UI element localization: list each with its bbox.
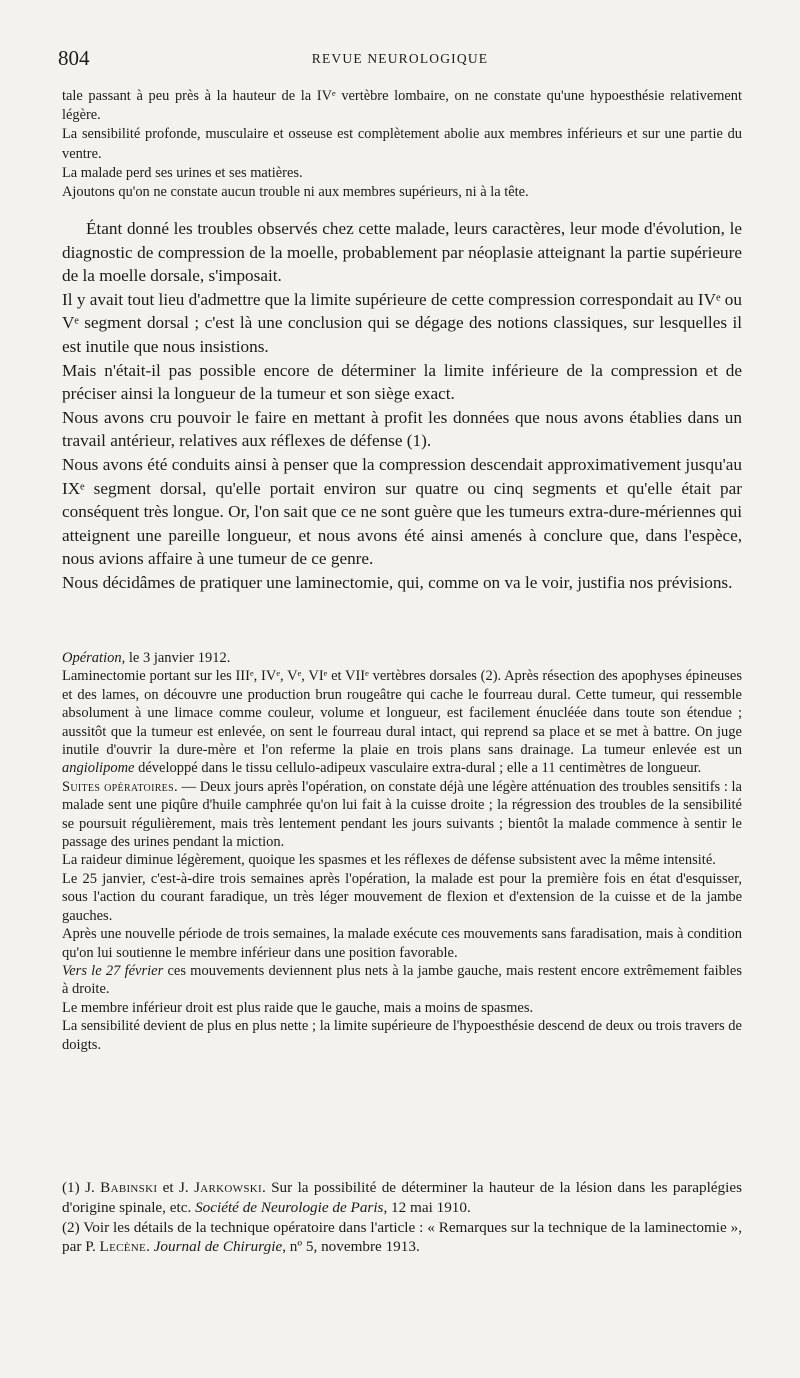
body-paragraph: Nous avons cru pouvoir le faire en mettant à profit les données que nous avons établies dans un travail antérieur, relatives aux réflexes de défense (1). <box>62 407 742 451</box>
journal-name: Journal de Chirurgie <box>153 1238 283 1256</box>
footnote-text: . Sur la possibilité de déterminer la hauteur de la lésion dans les paraplégies d'origine spinale, etc. <box>62 1179 742 1216</box>
operation-text: Laminectomie portant sur les IIIᵉ, IVᵉ, Vᵉ, VIᵉ et VIIᵉ vertèbres dorsales (2). Après résection des apophyses épineuses et des lames, on découvre une production brun rougeâtre qui cache le fourreau dural. Cette tumeur, qui ressemble absolument à une limace comme couleur, volume et longueur, est facilement énucléée dans toute son étendue ; aussitôt que la tumeur est enlevée, on sent le fourreau dural intact, qui reprend sa place et se met à battre. On juge inutile d'ouvrir la dure-mère et l'on referme la plaie en trois plans sans drainage. La tumeur enlevée est un <box>62 668 742 759</box>
journal-name: Société de Neurologie de Paris <box>195 1198 384 1216</box>
author-name: Lecène <box>99 1238 147 1256</box>
operation-paragraph: Le membre inférieur droit est plus raide que le gauche, mais a moins de spasmes. <box>62 999 534 1016</box>
suites-paragraph <box>62 778 742 852</box>
footnote-2 <box>62 1218 742 1258</box>
intro-paragraph: La malade perd ses urines et ses matières. <box>62 164 303 181</box>
operation-paragraph <box>62 667 742 777</box>
operation-paragraph <box>62 962 742 999</box>
body-paragraph: Mais n'était-il pas possible encore de déterminer la limite inférieure de la compression et de préciser ainsi la longueur de la tumeur et son siège exact. <box>62 360 742 404</box>
intro-paragraph: La sensibilité profonde, musculaire et osseuse est complètement abolie aux membres inférieurs et sur une partie du ventre. <box>62 126 742 162</box>
body-paragraph: Nous décidâmes de pratiquer une laminectomie, qui, comme on va le voir, justifia nos prévisions. <box>62 572 733 592</box>
suites-text: — Deux jours après l'opération, on constate déjà une légère atténuation des troubles sensitifs : la malade sent une piqûre d'huile camphrée qu'on lui fait à la cuisse droite ; la régression des troubles de la sensibilité se poursuit régulièrement, mais très lentement pendant les jours suivants ; bientôt la malade commence à sentir le passage des urines pendant la miction. <box>62 778 742 851</box>
operation-paragraph: Le 25 janvier, c'est-à-dire trois semaines après l'opération, la malade est pour la première fois en état d'esquisser, sous l'action du courant faradique, un très léger mouvement de flexion et d'extension de la cuisse et de la jambe gauches. <box>62 870 742 924</box>
intro-paragraph: tale passant à peu près à la hauteur de la IVᵉ vertèbre lombaire, on ne constate qu'une hypoesthésie relativement légère. <box>62 88 742 124</box>
operation-heading <box>62 649 742 667</box>
tumor-term: angiolipome <box>62 760 135 777</box>
main-text <box>62 217 742 595</box>
footnote-text: , 12 mai 1910. <box>383 1198 471 1216</box>
page-number: 804 <box>58 46 90 70</box>
body-paragraph: Étant donné les troubles observés chez cette malade, leurs caractères, leur mode d'évolution, le diagnostic de compression de la moelle, probablement par néoplasie atteignant la partie supérieure de la moelle dorsale, s'imposait. <box>62 219 742 286</box>
footnote-1 <box>62 1178 742 1218</box>
footnote-text: , nº 5, novembre 1913. <box>282 1238 420 1256</box>
footnote-text: (1) J. <box>62 1179 101 1196</box>
body-paragraph: Nous avons été conduits ainsi à penser que la compression descendait approximativement jusqu'au IXᵉ segment dorsal, qu'elle portait environ sur quatre ou cinq segments et qu'elle était par conséquent très longue. Or, l'on sait que ce ne sont guère que les tumeurs extra-dure-mériennes qui atteignent une pareille longueur, et nous avons été ainsi amenés à conclure que, dans l'espèce, nous avions affaire à une tumeur de ce genre. <box>62 454 742 569</box>
date-label: Vers le 27 février <box>62 962 164 979</box>
operation-paragraph: La sensibilité devient de plus en plus nette ; la limite supérieure de l'hypoesthésie descend de deux ou trois travers de doigts. <box>62 1018 742 1053</box>
running-title: REVUE NEUROLOGIQUE <box>311 51 489 66</box>
author-name: Jarkowski <box>194 1179 262 1196</box>
suites-label: Suites opératoires. <box>62 778 178 795</box>
intro-section <box>62 87 742 202</box>
operation-text: ces mouvements deviennent plus nets à la jambe gauche, mais restent encore extrêmement faibles à droite. <box>62 962 742 998</box>
footnote-text: . <box>146 1238 154 1256</box>
footnote-text: et J. <box>157 1179 195 1196</box>
operation-section <box>62 649 742 1054</box>
operation-label: Opération, <box>62 650 126 666</box>
body-paragraph: Il y avait tout lieu d'admettre que la limite supérieure de cette compression correspondait au IVᵉ ou Vᵉ segment dorsal ; c'est là une conclusion qui se dégage des notions classiques, sur lesquelles il est inutile que nous insistions. <box>62 289 742 356</box>
operation-text-end: développé dans le tissu cellulo-adipeux vasculaire extra-dural ; elle a 11 centimètres de longueur. <box>134 760 702 777</box>
author-name: Babinski <box>100 1179 158 1196</box>
footnote-text: (2) Voir les détails de la technique opératoire dans l'article : « Remarques sur la technique de la laminectomie », par P. <box>62 1218 742 1256</box>
footnotes <box>62 1178 742 1257</box>
operation-paragraph: Après une nouvelle période de trois semaines, la malade exécute ces mouvements sans faradisation, mais à condition qu'on lui soutienne le membre inférieur dans une position favorable. <box>62 926 742 961</box>
page-header <box>58 46 742 78</box>
intro-paragraph: Ajoutons qu'on ne constate aucun trouble ni aux membres supérieurs, ni à la tête. <box>62 184 529 201</box>
operation-paragraph: La raideur diminue légèrement, quoique les spasmes et les réflexes de défense subsistent avec la même intensité. <box>62 852 716 869</box>
operation-date: le 3 janvier 1912. <box>125 650 231 666</box>
